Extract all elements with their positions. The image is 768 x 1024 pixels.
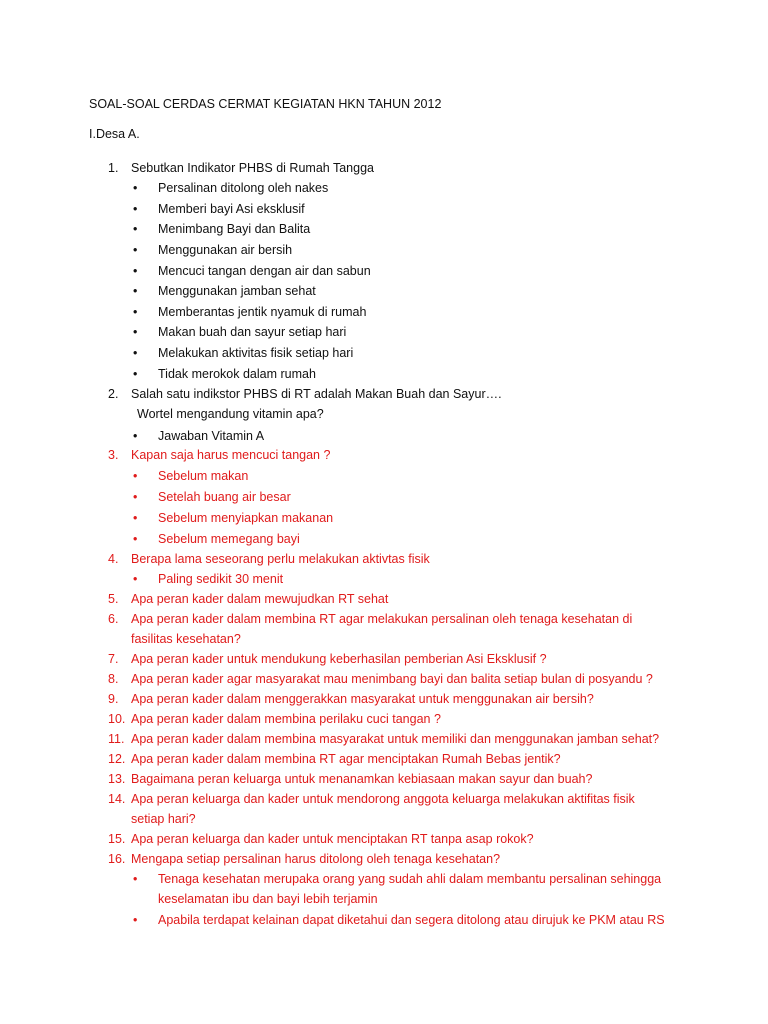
bullet-icon: •	[133, 325, 138, 339]
bullet-icon: •	[133, 346, 138, 360]
question-text: Apa peran keluarga dan kader untuk mendorong anggota keluarga melakukan aktifitas fisik	[131, 792, 635, 806]
question-number: 6.	[108, 612, 119, 626]
list-item-continuation: keselamatan ibu dan bayi lebih terjamin	[158, 892, 378, 906]
list-item: Setelah buang air besar	[158, 490, 291, 504]
question-text: Mengapa setiap persalinan harus ditolong oleh tenaga kesehatan?	[131, 852, 501, 866]
section-heading: I.Desa A.	[89, 127, 140, 141]
list-item: Memberantas jentik nyamuk di rumah	[158, 305, 367, 319]
bullet-icon: •	[133, 284, 138, 298]
question-number: 4.	[108, 552, 119, 566]
list-item: Memberi bayi Asi eksklusif	[158, 202, 305, 216]
question-number: 11.	[108, 732, 125, 746]
question-text: Apa peran kader dalam membina masyarakat untuk memiliki dan menggunakan jamban sehat?	[131, 732, 660, 746]
bullet-icon: •	[133, 469, 138, 483]
bullet-icon: •	[133, 872, 138, 886]
question-text: Apa peran kader dalam menggerakkan masyarakat untuk menggunakan air bersih?	[131, 692, 594, 706]
list-item: Apabila terdapat kelainan dapat diketahui dan segera ditolong atau dirujuk ke PKM atau RS	[158, 913, 665, 927]
question-text-continuation: setiap hari?	[131, 812, 196, 826]
question-text: Apa peran kader dalam mewujudkan RT sehat	[131, 592, 389, 606]
question-number: 3.	[108, 448, 119, 462]
question-text: Bagaimana peran keluarga untuk menanamkan kebiasaan makan sayur dan buah?	[131, 772, 593, 786]
list-item: Sebelum memegang bayi	[158, 532, 300, 546]
question-number: 14.	[108, 792, 126, 806]
question-text: Salah satu indikstor PHBS di RT adalah Makan Buah dan Sayur….	[131, 387, 502, 401]
question-number: 15.	[108, 832, 126, 846]
bullet-icon: •	[133, 367, 138, 381]
bullet-icon: •	[133, 222, 138, 236]
document-title: SOAL-SOAL CERDAS CERMAT KEGIATAN HKN TAHUN 2012	[89, 97, 442, 111]
list-item: Menimbang Bayi dan Balita	[158, 222, 311, 236]
bullet-icon: •	[133, 305, 138, 319]
list-item: Sebelum menyiapkan makanan	[158, 511, 334, 525]
question-number: 5.	[108, 592, 119, 606]
question-text: Apa peran kader untuk mendukung keberhasilan pemberian Asi Eksklusif ?	[131, 652, 547, 666]
question-text: Apa peran kader agar masyarakat mau menimbang bayi dan balita setiap bulan di posyandu ?	[131, 672, 653, 686]
list-item: Persalinan ditolong oleh nakes	[158, 181, 329, 195]
question-text-continuation: fasilitas kesehatan?	[131, 632, 241, 646]
list-item: Tenaga kesehatan merupaka orang yang sudah ahli dalam membantu persalinan sehingga	[158, 872, 662, 886]
question-text-continuation: Wortel mengandung vitamin apa?	[137, 407, 324, 421]
list-item: Makan buah dan sayur setiap hari	[158, 325, 347, 339]
question-text: Berapa lama seseorang perlu melakukan aktivtas fisik	[131, 552, 430, 566]
list-item: Jawaban Vitamin A	[158, 429, 265, 443]
question-number: 12.	[108, 752, 126, 766]
bullet-icon: •	[133, 511, 138, 525]
bullet-icon: •	[133, 243, 138, 257]
question-text: Sebutkan Indikator PHBS di Rumah Tangga	[131, 161, 374, 175]
list-item: Sebelum makan	[158, 469, 249, 483]
question-number: 1.	[108, 161, 119, 175]
bullet-icon: •	[133, 532, 138, 546]
list-item: Melakukan aktivitas fisik setiap hari	[158, 346, 354, 360]
bullet-icon: •	[133, 913, 138, 927]
bullet-icon: •	[133, 202, 138, 216]
list-item: Tidak merokok dalam rumah	[158, 367, 316, 381]
question-number: 10.	[108, 712, 126, 726]
question-number: 2.	[108, 387, 119, 401]
question-number: 8.	[108, 672, 119, 686]
list-item: Mencuci tangan dengan air dan sabun	[158, 264, 371, 278]
bullet-icon: •	[133, 429, 138, 443]
list-item: Menggunakan jamban sehat	[158, 284, 316, 298]
bullet-icon: •	[133, 264, 138, 278]
question-text: Apa peran kader dalam membina RT agar melakukan persalinan oleh tenaga kesehatan di	[131, 612, 633, 626]
question-number: 7.	[108, 652, 119, 666]
question-number: 16.	[108, 852, 126, 866]
question-number: 13.	[108, 772, 126, 786]
bullet-icon: •	[133, 181, 138, 195]
question-text: Apa peran kader dalam membina RT agar menciptakan Rumah Bebas jentik?	[131, 752, 561, 766]
bullet-icon: •	[133, 490, 138, 504]
question-text: Kapan saja harus mencuci tangan ?	[131, 448, 331, 462]
question-text: Apa peran kader dalam membina perilaku cuci tangan ?	[131, 712, 441, 726]
list-item: Paling sedikit 30 menit	[158, 572, 284, 586]
question-text: Apa peran keluarga dan kader untuk menciptakan RT tanpa asap rokok?	[131, 832, 534, 846]
bullet-icon: •	[133, 572, 138, 586]
question-number: 9.	[108, 692, 119, 706]
list-item: Menggunakan air bersih	[158, 243, 293, 257]
